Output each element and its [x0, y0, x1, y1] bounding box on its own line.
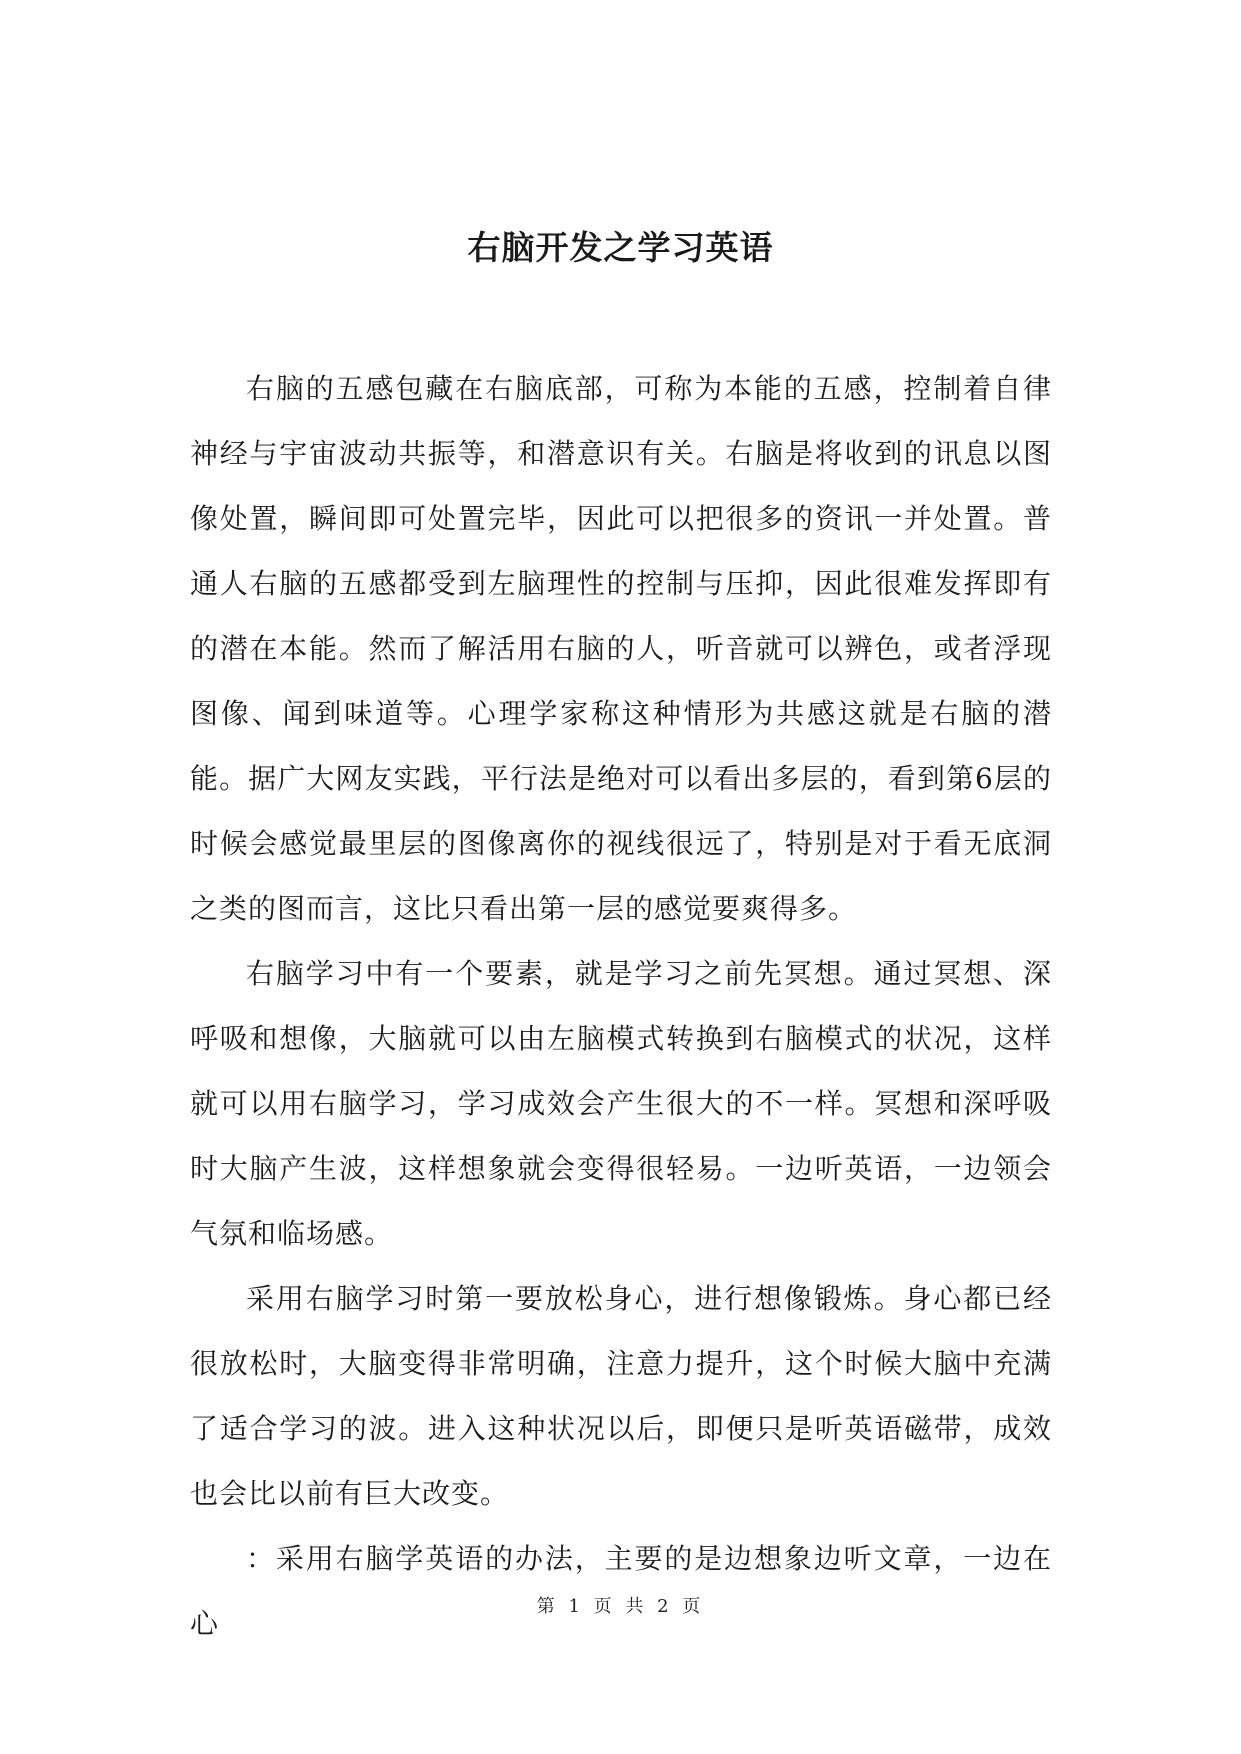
- paragraph-2: 右脑学习中有一个要素，就是学习之前先冥想。通过冥想、深呼吸和想像，大脑就可以由左脑模式转换到右脑模式的状况，这样就可以用右脑学习，学习成效会产生很大的不一样。冥想和深呼吸时大脑产生波，这样想象就会变得很轻易。一边听英语，一边领会气氛和临场感。: [190, 957, 1052, 1250]
- document-body: [190, 356, 1052, 1656]
- paragraph-3: 采用右脑学习时第一要放松身心，进行想像锻炼。身心都已经很放松时，大脑变得非常明确，注意力提升，这个时候大脑中充满了适合学习的波。进入这种状况以后，即便只是听英语磁带，成效也会比以前有巨大改变。: [190, 1282, 1052, 1510]
- page-number-footer: 第 1 页 共 2 页: [536, 1596, 705, 1617]
- document-title: 右脑开发之学习英语: [467, 228, 774, 267]
- paragraph-1: 右脑的五感包藏在右脑底部，可称为本能的五感，控制着自律神经与宇宙波动共振等，和潜意识有关。右脑是将收到的讯息以图像处置，瞬间即可处置完毕，因此可以把很多的资讯一并处置。普通人右脑的五感都受到左脑理性的控制与压抑，因此很难发挥即有的潜在本能。然而了解活用右脑的人，听音就可以辨色，或者浮现图像、闻到味道等。心理学家称这种情形为共感这就是右脑的潜能。据广大网友实践，平行法是绝对可以看出多层的，看到第6层的时候会感觉最里层的图像离你的视线很远了，特别是对于看无底洞之类的图而言，这比只看出第一层的感觉要爽得多。: [190, 372, 1052, 925]
- paragraph-4: ：采用右脑学英语的办法，主要的是边想象边听文章，一边在心: [190, 1542, 1052, 1640]
